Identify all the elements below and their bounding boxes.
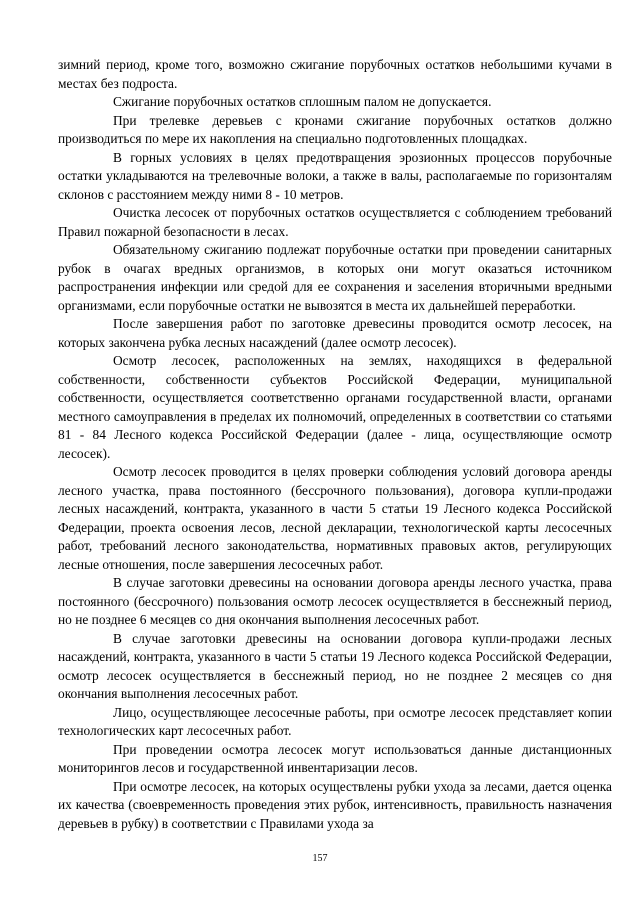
paragraph: Осмотр лесосек, расположенных на землях, находящихся в федеральной собственности, собственности субъектов Российской Федерации, муниципальной собственности, осуществляется соответственно органами государственной власти, органами местного самоуправления в пределах их полномочий, определенных в соответствии со статьями 81 - 84 Лесного кодекса Российской Федерации (далее - лица, осуществляющие осмотр лесосек).	[58, 353, 612, 461]
document-body	[58, 56, 612, 833]
paragraph: Лицо, осуществляющее лесосечные работы, при осмотре лесосек представляет копии технологических карт лесосечных работ.	[58, 704, 612, 738]
paragraph: При осмотре лесосек, на которых осуществлены рубки ухода за лесами, дается оценка их качества (своевременность проведения этих рубок, интенсивность, правильность назначения деревьев в рубку) в соответствии с Правилами ухода за	[58, 778, 612, 831]
paragraph: зимний период, кроме того, возможно сжигание порубочных остатков небольшими кучами в местах без подроста.	[58, 57, 612, 91]
paragraph: Осмотр лесосек проводится в целях проверки соблюдения условий договора аренды лесного участка, права постоянного (бессрочного пользования), договора купли-продажи лесных насаждений, контракта, указанного в части 5 статьи 19 Лесного кодекса Российской Федерации, проекта освоения лесов, лесной декларации, технологической карты лесосечных работ, требований лесного законодательства, нормативных правовых актов, регулирующих лесные отношения, после завершения лесосечных работ.	[58, 464, 612, 572]
paragraph: При трелевке деревьев с кронами сжигание порубочных остатков должно производиться по мере их накопления на специально подготовленных площадках.	[58, 112, 612, 146]
paragraph: При проведении осмотра лесосек могут использоваться данные дистанционных мониторингов лесов и государственной инвентаризации лесов.	[58, 741, 612, 775]
paragraph: В случае заготовки древесины на основании договора купли-продажи лесных насаждений, контракта, указанного в части 5 статьи 19 Лесного кодекса Российской Федерации, осмотр лесосек осуществляется в бесснежный период, но не позднее 2 месяцев со дня окончания выполнения лесосечных работ.	[58, 630, 612, 701]
paragraph: Очистка лесосек от порубочных остатков осуществляется с соблюдением требований Правил пожарной безопасности в лесах.	[58, 205, 612, 239]
paragraph: Сжигание порубочных остатков сплошным палом не допускается.	[113, 94, 492, 109]
paragraph: В случае заготовки древесины на основании договора аренды лесного участка, права постоянного (бессрочного) пользования осмотр лесосек осуществляется в бесснежный период, но не позднее 6 месяцев со дня окончания выполнения лесосечных работ.	[58, 575, 612, 627]
page-number: 157	[312, 853, 328, 864]
paragraph: После завершения работ по заготовке древесины проводится осмотр лесосек, на которых закончена рубка лесных насаждений (далее осмотр лесосек).	[58, 316, 612, 350]
paragraph: Обязательному сжиганию подлежат порубочные остатки при проведении санитарных рубок в очагах вредных организмов, в которых они могут оказаться источником распространения инфекции или средой для ее сохранения и заселения вторичными вредными организмами, если порубочные остатки не вывозятся в места их дальнейшей переработки.	[58, 242, 612, 313]
paragraph: В горных условиях в целях предотвращения эрозионных процессов порубочные остатки укладываются на трелевочные волоки, а также в валы, располагаемые по горизонталям склонов с расстоянием между ними 8 - 10 метров.	[58, 149, 612, 202]
